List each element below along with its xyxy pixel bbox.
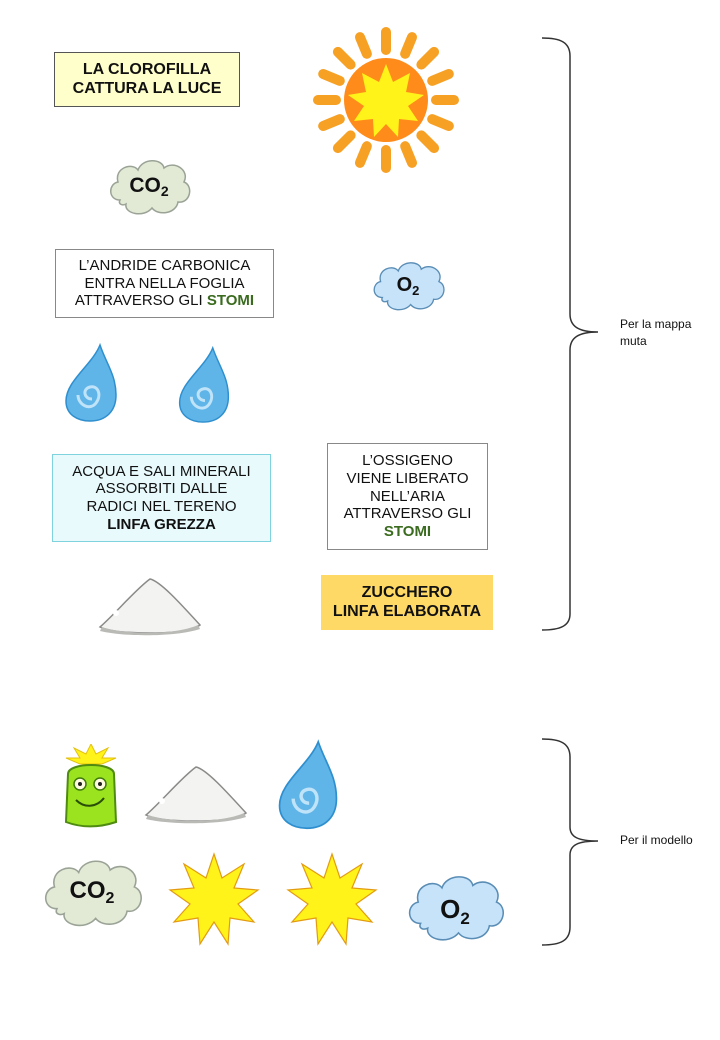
stomi-highlight: STOMI [206, 292, 255, 310]
box-line: VIENE LIBERATO [346, 469, 469, 487]
o2-cloud-small [370, 258, 446, 314]
formula-subscript: 2 [105, 890, 115, 907]
formula-subscript: 2 [460, 909, 470, 928]
formula-subscript: 2 [412, 283, 420, 298]
formula-main: CO [69, 877, 106, 904]
box-line-prefix: ATTRAVERSO GLI [74, 292, 207, 310]
sun-icon [296, 24, 466, 194]
o2-cloud-large [404, 871, 506, 945]
formula-main: CO [129, 174, 161, 197]
formula-main: O [440, 894, 461, 924]
box-line [75, 292, 254, 310]
curly-bracket [538, 34, 608, 634]
co2-label [40, 879, 144, 907]
o2-label [370, 275, 446, 297]
formula-subscript: 2 [160, 183, 169, 199]
box-line: NELL’ARIA [369, 487, 446, 505]
curly-bracket [538, 735, 608, 951]
box-zucchero [321, 575, 493, 630]
box-line: ASSORBITI DALLE [95, 480, 228, 498]
leaf-character-icon [58, 744, 124, 828]
water-drop-icon [175, 346, 233, 424]
box-line: ZUCCHERO [361, 583, 453, 601]
label-modello [620, 832, 693, 849]
box-ossigeno [327, 443, 488, 550]
box-line: LA CLOROFILLA [82, 60, 212, 78]
co2-cloud-large [40, 855, 144, 931]
box-acqua-sali [52, 454, 271, 542]
salt-pile-icon [96, 575, 204, 637]
box-line: L’ANDRIDE CARBONICA [78, 256, 251, 274]
star-icon [168, 852, 260, 948]
co2-label [106, 175, 192, 198]
box-line: RADICI NEL TERENO [86, 498, 237, 515]
box-line-linfa-grezza: LINFA GREZZA [107, 515, 216, 533]
label-line: muta [620, 334, 647, 349]
box-andride-carbonica [55, 249, 274, 318]
box-line: LINFA ELABORATA [332, 602, 482, 620]
star-icon [286, 852, 378, 948]
label-line: Per il modello [620, 833, 693, 847]
water-drop-icon [62, 343, 120, 423]
label-line: Per la mappa [620, 317, 692, 331]
stomi-highlight: STOMI [383, 523, 432, 541]
box-line: ACQUA E SALI MINERALI [72, 462, 251, 480]
salt-pile-icon [142, 763, 250, 825]
water-drop-icon [275, 737, 341, 833]
formula-main: O [396, 274, 413, 296]
box-line: ATTRAVERSO GLI [343, 505, 472, 523]
box-line: CATTURA LA LUCE [72, 79, 222, 97]
box-clorofilla [54, 52, 240, 107]
co2-cloud-small [106, 156, 192, 218]
box-line: ENTRA NELLA FOGLIA [84, 274, 245, 292]
box-line: L’OSSIGENO [362, 452, 453, 470]
label-mappa-muta [620, 316, 691, 351]
o2-label [404, 896, 506, 927]
